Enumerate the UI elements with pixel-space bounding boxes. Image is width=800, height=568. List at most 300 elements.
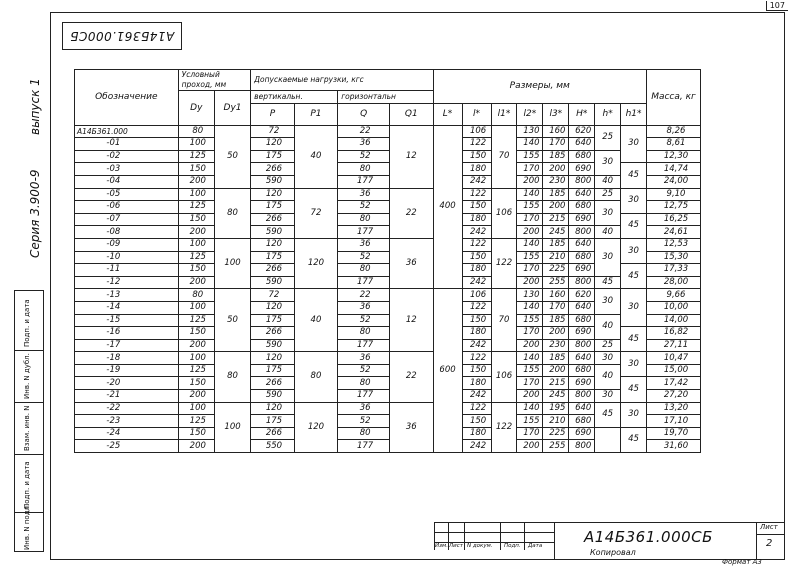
cell-h1: 45 [621, 213, 647, 238]
cell-l3: 215 [543, 213, 569, 226]
cell-L: 600 [433, 289, 462, 453]
cell-q: 36 [338, 138, 390, 151]
cell-l: 180 [462, 163, 491, 176]
cell-q: 52 [338, 150, 390, 163]
sheet-box [756, 522, 785, 560]
cell-H: 680 [569, 364, 595, 377]
cell-p: 266 [251, 264, 295, 277]
side-stamp-cell [15, 503, 43, 553]
cell-h: 25 [595, 188, 621, 201]
sheet-number: 2 [766, 538, 773, 549]
cell-mass: 10,00 [647, 301, 701, 314]
cell-l3: 200 [543, 201, 569, 214]
cell-l2: 200 [517, 226, 543, 239]
cell-l: 122 [462, 402, 491, 415]
cell-q: 80 [338, 427, 390, 440]
cell-l2: 140 [517, 301, 543, 314]
cell-l2: 140 [517, 138, 543, 151]
cell-dy: 125 [178, 314, 214, 327]
cell-l3: 185 [543, 150, 569, 163]
cell-l3: 185 [543, 352, 569, 365]
col-L: L* [433, 103, 462, 125]
cell-l: 106 [462, 289, 491, 302]
cell-p: 120 [251, 402, 295, 415]
cell-l1: 70 [491, 289, 517, 352]
cell-q1: 36 [390, 238, 434, 288]
cell-p: 120 [251, 301, 295, 314]
cell-h: 25 [595, 125, 621, 150]
issue-label: выпуск 1 [28, 78, 42, 135]
cell-mass: 10,47 [647, 352, 701, 365]
cell-l2: 200 [517, 390, 543, 403]
col-h1: h1* [621, 103, 647, 125]
col-q: Q [338, 103, 390, 125]
cell-dy: 150 [178, 377, 214, 390]
cell-l2: 200 [517, 276, 543, 289]
cell-H: 680 [569, 251, 595, 264]
cell-designation: -11 [75, 264, 179, 277]
col-l: l* [462, 103, 491, 125]
cell-q: 80 [338, 377, 390, 390]
cell-H: 690 [569, 264, 595, 277]
cell-H: 690 [569, 163, 595, 176]
cell-mass: 14,74 [647, 163, 701, 176]
cell-l2: 170 [517, 327, 543, 340]
cell-dy: 200 [178, 226, 214, 239]
cell-dy1: 50 [214, 289, 250, 352]
cell-H: 640 [569, 188, 595, 201]
cell-designation: -01 [75, 138, 179, 151]
cell-l: 122 [462, 301, 491, 314]
cell-l2: 140 [517, 352, 543, 365]
cell-dy1: 80 [214, 188, 250, 238]
cell-l: 180 [462, 327, 491, 340]
series-label: Серия 3.900-9 [28, 169, 42, 258]
cell-h1: 45 [621, 264, 647, 289]
cell-designation: -22 [75, 402, 179, 415]
cell-p1: 40 [294, 125, 338, 188]
cell-p1: 120 [294, 402, 338, 452]
table-row [75, 402, 701, 415]
cell-dy: 80 [178, 125, 214, 138]
tb-label-change: Изм. [435, 543, 448, 549]
cell-h1: 30 [621, 352, 647, 377]
format-label: Формат A3 [722, 558, 762, 566]
col-h: h* [595, 103, 621, 125]
table-row [75, 314, 701, 327]
cell-dy1: 80 [214, 352, 250, 402]
cell-l2: 170 [517, 163, 543, 176]
cell-l2: 170 [517, 427, 543, 440]
cell-H: 680 [569, 201, 595, 214]
cell-l3: 200 [543, 327, 569, 340]
col-q1: Q1 [390, 103, 434, 125]
cell-dy: 150 [178, 264, 214, 277]
cell-h [595, 427, 621, 452]
cell-l3: 185 [543, 188, 569, 201]
cell-h: 30 [595, 352, 621, 365]
side-stamp-label: Подп. и дата [23, 299, 31, 347]
cell-l3: 200 [543, 364, 569, 377]
side-stamp-label: Инв. N подл. [23, 503, 31, 550]
cell-dy: 125 [178, 150, 214, 163]
cell-dy: 200 [178, 339, 214, 352]
cell-H: 800 [569, 339, 595, 352]
cell-q: 52 [338, 314, 390, 327]
side-stamp [14, 290, 44, 552]
cell-l2: 170 [517, 377, 543, 390]
side-stamp-label: Взам. инв. N [23, 405, 31, 451]
cell-l3: 160 [543, 125, 569, 138]
cell-q: 52 [338, 364, 390, 377]
cell-l2: 200 [517, 339, 543, 352]
cell-l1: 122 [491, 402, 517, 452]
cell-h: 30 [595, 289, 621, 314]
cell-p: 120 [251, 352, 295, 365]
col-p: P [251, 103, 295, 125]
cell-dy: 200 [178, 276, 214, 289]
cell-l3: 255 [543, 440, 569, 453]
cell-p: 266 [251, 327, 295, 340]
cell-l3: 230 [543, 175, 569, 188]
cell-H: 800 [569, 226, 595, 239]
cell-designation: -23 [75, 415, 179, 428]
cell-l: 242 [462, 175, 491, 188]
cell-H: 620 [569, 125, 595, 138]
cell-designation: -09 [75, 238, 179, 251]
cell-mass: 8,61 [647, 138, 701, 151]
cell-mass: 9,10 [647, 188, 701, 201]
cell-q: 52 [338, 201, 390, 214]
cell-designation: -14 [75, 301, 179, 314]
cell-p: 72 [251, 289, 295, 302]
cell-h: 30 [595, 390, 621, 403]
page-number: 107 [766, 1, 788, 11]
cell-p1: 80 [294, 352, 338, 402]
cell-designation: -19 [75, 364, 179, 377]
cell-designation: -03 [75, 163, 179, 176]
table-row [75, 427, 701, 440]
cell-l: 122 [462, 238, 491, 251]
cell-h: 40 [595, 364, 621, 389]
cell-p: 550 [251, 440, 295, 453]
cell-l2: 155 [517, 150, 543, 163]
col-l2: l2* [517, 103, 543, 125]
cell-l2: 130 [517, 289, 543, 302]
cell-l: 150 [462, 251, 491, 264]
cell-p: 175 [251, 251, 295, 264]
cell-dy: 150 [178, 427, 214, 440]
tb-label-sheet: Лист [449, 543, 463, 549]
top-doc-code-stamp: A14Б361.000CБ [62, 22, 182, 50]
cell-l2: 140 [517, 188, 543, 201]
cell-q1: 12 [390, 125, 434, 188]
table-row [75, 175, 701, 188]
cell-p1: 120 [294, 238, 338, 288]
cell-mass: 24,61 [647, 226, 701, 239]
cell-dy: 80 [178, 289, 214, 302]
cell-H: 640 [569, 301, 595, 314]
cell-p: 266 [251, 213, 295, 226]
cell-h: 40 [595, 175, 621, 188]
cell-q: 80 [338, 213, 390, 226]
cell-p: 175 [251, 415, 295, 428]
cell-p: 175 [251, 150, 295, 163]
col-dimensions: Размеры, мм [433, 70, 646, 104]
cell-l: 150 [462, 364, 491, 377]
cell-q1: 22 [390, 352, 434, 402]
cell-l: 242 [462, 390, 491, 403]
side-stamp-cell [15, 403, 43, 455]
cell-mass: 17,42 [647, 377, 701, 390]
cell-l3: 200 [543, 163, 569, 176]
cell-designation: -17 [75, 339, 179, 352]
cell-dy: 125 [178, 364, 214, 377]
cell-p: 120 [251, 238, 295, 251]
cell-q: 22 [338, 125, 390, 138]
cell-h: 45 [595, 402, 621, 427]
col-horizontal: горизонтальн [338, 91, 433, 104]
cell-mass: 17,10 [647, 415, 701, 428]
cell-l: 242 [462, 226, 491, 239]
cell-l2: 200 [517, 440, 543, 453]
table-row [75, 226, 701, 239]
table-row [75, 150, 701, 163]
doc-code: A14Б361.000CБ [584, 528, 713, 546]
cell-h1: 30 [621, 125, 647, 163]
cell-h: 40 [595, 226, 621, 239]
cell-l: 150 [462, 314, 491, 327]
cell-mass: 17,33 [647, 264, 701, 277]
col-allowable-loads: Допускаемые нагрузки, кгс [251, 70, 433, 91]
cell-l: 180 [462, 377, 491, 390]
cell-H: 800 [569, 390, 595, 403]
cell-mass: 16,82 [647, 327, 701, 340]
cell-l: 180 [462, 213, 491, 226]
table-row [75, 238, 701, 251]
cell-q1: 22 [390, 188, 434, 238]
cell-q: 36 [338, 352, 390, 365]
cell-H: 690 [569, 213, 595, 226]
cell-h: 45 [595, 276, 621, 289]
cell-H: 640 [569, 402, 595, 415]
cell-H: 640 [569, 238, 595, 251]
cell-q: 36 [338, 301, 390, 314]
cell-q: 177 [338, 339, 390, 352]
cell-H: 800 [569, 175, 595, 188]
cell-q: 177 [338, 175, 390, 188]
cell-H: 680 [569, 314, 595, 327]
cell-designation: -24 [75, 427, 179, 440]
cell-dy: 125 [178, 201, 214, 214]
cell-designation: -04 [75, 175, 179, 188]
table-row [75, 339, 701, 352]
side-stamp-label: Подп. и дата [23, 461, 31, 509]
cell-mass: 27,11 [647, 339, 701, 352]
cell-dy: 200 [178, 175, 214, 188]
cell-p: 590 [251, 226, 295, 239]
cell-l2: 140 [517, 402, 543, 415]
cell-h1: 45 [621, 163, 647, 188]
cell-q: 177 [338, 276, 390, 289]
table-row [75, 125, 701, 138]
cell-l2: 155 [517, 314, 543, 327]
cell-dy: 200 [178, 440, 214, 453]
cell-H: 640 [569, 352, 595, 365]
cell-dy: 100 [178, 138, 214, 151]
cell-q: 36 [338, 402, 390, 415]
cell-p: 590 [251, 276, 295, 289]
cell-dy: 200 [178, 390, 214, 403]
cell-l: 242 [462, 440, 491, 453]
cell-l3: 170 [543, 138, 569, 151]
cell-l3: 185 [543, 314, 569, 327]
side-stamp-cell [15, 351, 43, 403]
cell-mass: 8,26 [647, 125, 701, 138]
cell-designation: -18 [75, 352, 179, 365]
cell-H: 640 [569, 138, 595, 151]
cell-p1: 72 [294, 188, 338, 238]
cell-q: 80 [338, 264, 390, 277]
cell-dy1: 50 [214, 125, 250, 188]
cell-l1: 106 [491, 188, 517, 238]
cell-q: 36 [338, 188, 390, 201]
cell-p: 175 [251, 364, 295, 377]
cell-designation: A14Б361.000 [75, 125, 179, 138]
cell-q: 52 [338, 415, 390, 428]
cell-l3: 245 [543, 226, 569, 239]
cell-dy: 150 [178, 213, 214, 226]
col-dy: Dy [178, 91, 214, 126]
cell-p: 175 [251, 201, 295, 214]
cell-dy: 125 [178, 415, 214, 428]
table-row [75, 201, 701, 214]
cell-mass: 14,00 [647, 314, 701, 327]
cell-h: 40 [595, 314, 621, 339]
cell-l2: 200 [517, 175, 543, 188]
cell-designation: -05 [75, 188, 179, 201]
cell-l3: 245 [543, 390, 569, 403]
table-row [75, 364, 701, 377]
tb-label-sign: Подп. [504, 543, 521, 549]
cell-l: 150 [462, 415, 491, 428]
cell-l1: 106 [491, 352, 517, 402]
cell-l: 150 [462, 201, 491, 214]
cell-mass: 24,00 [647, 175, 701, 188]
specification-table [74, 69, 701, 453]
tb-label-date: Дата [528, 543, 543, 549]
cell-l2: 155 [517, 364, 543, 377]
cell-designation: -20 [75, 377, 179, 390]
cell-l1: 122 [491, 238, 517, 288]
cell-H: 680 [569, 150, 595, 163]
cell-q: 177 [338, 226, 390, 239]
cell-l: 180 [462, 427, 491, 440]
col-mass: Масса, кг [647, 70, 701, 126]
cell-h1: 45 [621, 427, 647, 452]
cell-p: 266 [251, 163, 295, 176]
cell-l3: 160 [543, 289, 569, 302]
cell-q: 36 [338, 238, 390, 251]
cell-l3: 185 [543, 238, 569, 251]
col-l1: l1* [491, 103, 517, 125]
cell-designation: -13 [75, 289, 179, 302]
sheet-label: Лист [760, 523, 778, 531]
cell-dy: 100 [178, 352, 214, 365]
cell-mass: 16,25 [647, 213, 701, 226]
cell-h: 30 [595, 150, 621, 175]
col-dy1: Dy1 [214, 91, 250, 126]
cell-p: 590 [251, 175, 295, 188]
side-stamp-label: Инв. N дубл. [23, 353, 31, 399]
cell-mass: 28,00 [647, 276, 701, 289]
cell-q: 177 [338, 440, 390, 453]
col-vertical: вертикальн. [251, 91, 338, 104]
cell-dy: 100 [178, 402, 214, 415]
cell-mass: 13,20 [647, 402, 701, 415]
cell-h1: 45 [621, 327, 647, 352]
cell-l2: 130 [517, 125, 543, 138]
cell-h: 30 [595, 201, 621, 226]
cell-mass: 27,20 [647, 390, 701, 403]
cell-l: 180 [462, 264, 491, 277]
table-row [75, 289, 701, 302]
cell-l3: 255 [543, 276, 569, 289]
cell-mass: 19,70 [647, 427, 701, 440]
copied-label: Копировал [590, 548, 636, 557]
cell-dy: 125 [178, 251, 214, 264]
cell-l: 122 [462, 138, 491, 151]
cell-l2: 155 [517, 415, 543, 428]
cell-H: 690 [569, 427, 595, 440]
cell-designation: -10 [75, 251, 179, 264]
col-p1: P1 [294, 103, 338, 125]
cell-designation: -16 [75, 327, 179, 340]
cell-q: 80 [338, 327, 390, 340]
cell-H: 620 [569, 289, 595, 302]
cell-p: 175 [251, 314, 295, 327]
cell-designation: -21 [75, 390, 179, 403]
cell-q: 22 [338, 289, 390, 302]
cell-designation: -02 [75, 150, 179, 163]
cell-mass: 31,60 [647, 440, 701, 453]
col-l3: l3* [543, 103, 569, 125]
cell-l3: 225 [543, 427, 569, 440]
cell-h1: 30 [621, 289, 647, 327]
cell-h1: 45 [621, 377, 647, 402]
col-H: H* [569, 103, 595, 125]
cell-H: 800 [569, 276, 595, 289]
cell-l: 122 [462, 352, 491, 365]
cell-p: 120 [251, 188, 295, 201]
cell-l2: 140 [517, 238, 543, 251]
cell-q1: 12 [390, 289, 434, 352]
cell-q: 52 [338, 251, 390, 264]
cell-l1: 70 [491, 125, 517, 188]
cell-mass: 12,75 [647, 201, 701, 214]
cell-l2: 155 [517, 201, 543, 214]
cell-h1: 30 [621, 238, 647, 263]
cell-H: 690 [569, 327, 595, 340]
cell-designation: -12 [75, 276, 179, 289]
cell-l3: 195 [543, 402, 569, 415]
cell-p: 72 [251, 125, 295, 138]
cell-dy: 150 [178, 163, 214, 176]
cell-l: 242 [462, 276, 491, 289]
cell-dy: 100 [178, 188, 214, 201]
cell-q: 80 [338, 163, 390, 176]
cell-p: 266 [251, 377, 295, 390]
